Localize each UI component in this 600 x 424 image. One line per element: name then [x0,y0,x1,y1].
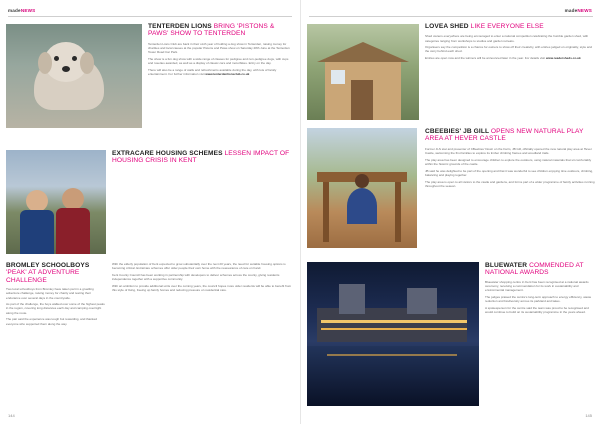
lovea-link[interactable]: www.readersheds.co.uk [545,56,581,61]
bluewater-body: Bluewater shopping centre in Kent has been recognised at a national awards ceremony, receiving a commendation for its work in sustainability and environmental management. The judges praised the centre's long-term approach to energy efficiency, waste reduction and biodiversity across its parkland and lakes. A spokesperson for the centre said the team was proud to be recognised and would continue to build on its sustainability programme in the years ahead. [485,279,592,314]
lovea-body: Shed owners everywhere are being encouraged to enter a national competition celebrating the humble garden shed, with categories ranging from workshops to studios and garden retreats. Organisers say the competition is a chance for owners to show off their creativity, with entries judged on originality, style and the story behind each shed. Entries are open now and the winners will be announced later in the year. For details visit www.readersheds.co.uk [425,34,592,61]
shed-photo [307,24,419,120]
bluewater-photo [307,262,479,406]
play-area-photo [307,128,417,248]
bluewater-article [485,262,595,317]
schoolboys-photo [6,150,106,254]
right-page [300,0,600,424]
section-accent: NEWS [20,8,36,13]
page-number-right: 145 [585,413,592,418]
section-accent: NEWS [577,8,592,13]
header-rule [309,16,593,17]
cbeebies-title: CBEEBIES' JB GILL OPENS NEW NATURAL PLAY AREA AT HEVER CASTLE [425,128,584,143]
tenterden-body: Tenterden Lions Club are back in their sixth year of holding a dog show in Tenterden, raising money for charities and local causes at the popular Pistons and Paws show on Saturday 28th June at the Tenterden Tower Road Car Park. The show is a fun dog show with a wide range of classes for pedigree and non-pedigree dogs, with cups and rosettes awarded, as well as a display of classic cars and motorbikes. Entry on the day. There will also be a range of stalls and refreshments available during the day, with lots of family entertainment. For further information visit www.tenterdenlionsclub.co.uk [148,41,290,76]
tenterden-title: TENTERDEN LIONS BRING 'PISTONS & PAWS' SHOW TO TENTERDEN [148,23,275,38]
lovea-title: LOVEA SHED LIKE EVERYONE ELSE [425,23,544,30]
section-label: made [8,8,21,13]
cbeebies-body: Former JLS star and presenter of CBeebies' Down on the Farm, JB Gill, officially opened the new natural play area at Hever Castle, welcoming the first families to explore its timber climbing frames and woodland trails. The play area has been designed to encourage children to explore the outdoors, using natural materials that sit comfortably within the historic grounds of the castle. JB said he was delighted to be part of the opening and that it was wonderful to see children enjoying time outdoors, climbing, balancing and playing together. The play area is open to all visitors to the castle and gardens, and forms part of a wider programme of family activities running throughout the season. [425,146,595,188]
page-number-left: 144 [8,413,15,418]
bromley-title: BROMLEY SCHOOLBOYS 'PEAK' AT ADVENTURE CHALLENGE [6,262,90,284]
tenterden-link[interactable]: www.tenterdenlionsclub.co.uk [205,71,250,76]
extracare-title: EXTRACARE HOUSING SCHEMES LESSEN IMPACT OF HOUSING CRISIS IN KENT [112,150,290,165]
bromley-body: Two local schoolboys from Bromley have taken part in a gruelling adventure challenge, raising money for charity and testing their endurance over several days in the countryside. As part of the challenge, the boys walked over some of the highest peaks in the region, covering long distances each day and camping overnight along the route. The pair said the experience was tough but rewarding, and thanked everyone who supported them along the way. [6,287,105,326]
cbeebies-article [425,128,595,190]
section-label: made [564,8,578,13]
bluewater-title: BLUEWATER COMMENDED AT NATIONAL AWARDS [485,262,584,277]
header-rule [8,16,292,17]
dog-show-photo [6,24,142,128]
bromley-article [6,262,106,328]
tenterden-article [148,23,294,79]
extracare-body: With the elderly population of Kent expected to grow substantially over the next 20 years, the need for suitable housing options is becoming critical. ExtraCare schemes offer older people their own home with the reassurance of care on hand. Kent County Council has been working in partnership with developers to deliver schemes across the county, giving residents independence together with a supportive community. With an ambition to provide additional units over the coming years, the council hopes more older residents will be able to benefit from this style of living, freeing up family homes and reducing pressure on residential care. [112,262,292,292]
lovea-article [425,23,595,63]
